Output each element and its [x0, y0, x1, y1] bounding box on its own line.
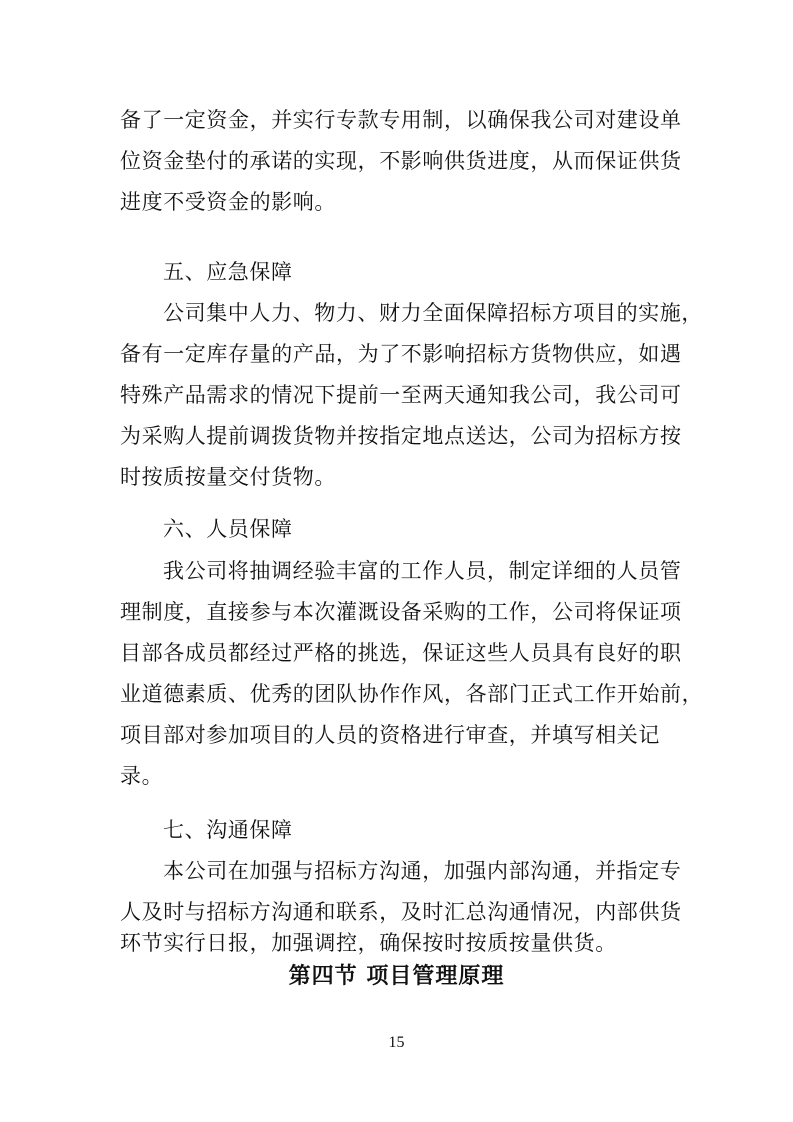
paragraph-line: 人及时与招标方沟通和联系，及时汇总沟通情况，内部供货 [120, 900, 682, 924]
section-heading: 六、人员保障 [163, 517, 293, 541]
paragraph-line: 环节实行日报，加强调控，确保按时按质按量供货。 [120, 931, 617, 955]
paragraph-line: 为采购人提前调拨货物并按指定地点送达，公司为招标方按 [120, 424, 682, 448]
section-heading: 五、应急保障 [163, 260, 293, 284]
paragraph-line: 进度不受资金的影响。 [120, 190, 336, 214]
paragraph-line: 我公司将抽调经验丰富的工作人员，制定详细的人员管 [163, 559, 682, 583]
page-number: 15 [388, 1034, 405, 1051]
paragraph-line: 业道德素质、优秀的团队协作作风，各部门正式工作开始前， [120, 682, 704, 706]
paragraph-line: 录。 [120, 764, 164, 788]
paragraph-line: 备了一定资金，并实行专款专用制，以确保我公司对建设单 [120, 108, 682, 132]
paragraph-line: 备有一定库存量的产品，为了不影响招标方货物供应，如遇 [120, 342, 682, 366]
paragraph-line: 目部各成员都经过严格的挑选，保证这些人员具有良好的职 [120, 641, 682, 665]
paragraph-line: 公司集中人力、物力、财力全面保障招标方项目的实施， [163, 301, 703, 325]
section-title: 第四节 项目管理原理 [288, 964, 505, 989]
paragraph-line: 本公司在加强与招标方沟通，加强内部沟通，并指定专 [163, 859, 682, 883]
paragraph-line: 时按质按量交付货物。 [120, 465, 336, 489]
paragraph-line: 理制度，直接参与本次灌溉设备采购的工作，公司将保证项 [120, 600, 682, 624]
paragraph-line: 项目部对参加项目的人员的资格进行审查，并填写相关记 [120, 723, 660, 747]
paragraph-line: 位资金垫付的承诺的实现，不影响供货进度，从而保证供货 [120, 149, 682, 173]
section-heading: 七、沟通保障 [163, 818, 293, 842]
paragraph-line: 特殊产品需求的情况下提前一至两天通知我公司，我公司可 [120, 383, 682, 407]
